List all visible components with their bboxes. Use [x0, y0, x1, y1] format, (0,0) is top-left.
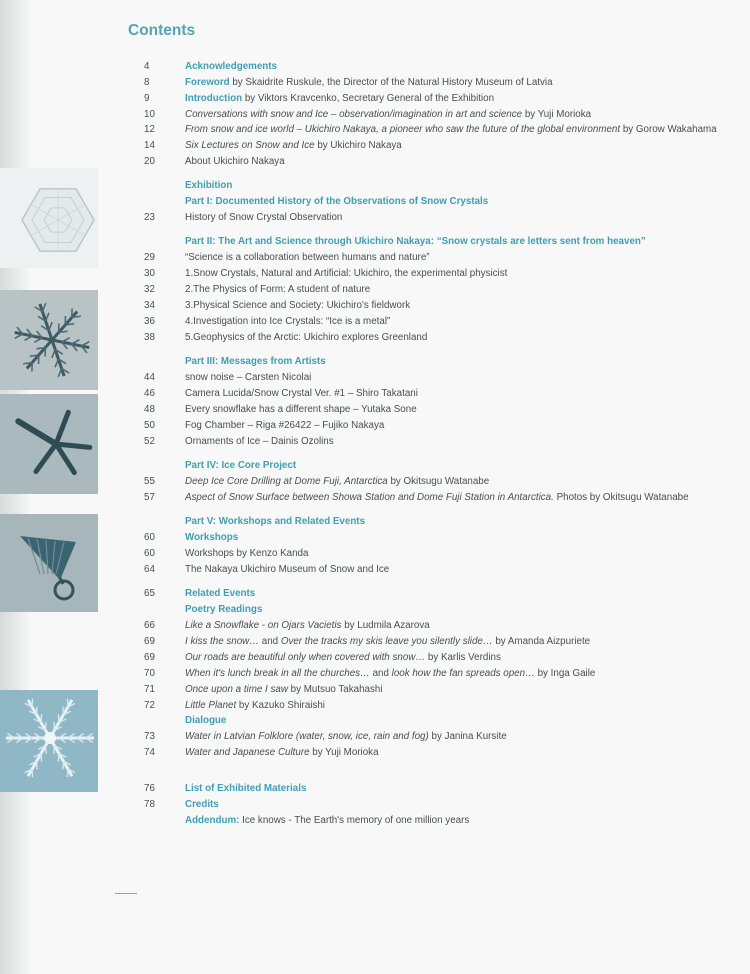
- toc-entry: [0, 530, 750, 545]
- entry-title: [185, 250, 744, 265]
- entry-text: The Nakaya Ukichiro Museum of Snow and Ice: [185, 564, 390, 575]
- entry-italic-text: Like a Snowflake - on Ojars Vacietis: [185, 620, 342, 631]
- entry-heading-text: Exhibition: [185, 180, 233, 191]
- entry-text: “Science is a collaboration between humans and nature”: [185, 252, 430, 263]
- entry-text: by Kazuko Shiraishi: [236, 700, 325, 711]
- toc-entry: [0, 122, 750, 137]
- page-number: 32: [144, 284, 155, 295]
- toc-entry: [0, 602, 750, 617]
- entry-italic-text: When it's lunch break in all the churches…: [185, 668, 370, 679]
- entry-text: 5.Geophysics of the Arctic: Ukichiro explores Greenland: [185, 332, 428, 343]
- entry-heading-text: Part IV: Ice Core Project: [185, 460, 297, 471]
- entry-text: Camera Lucida/Snow Crystal Ver. #1 – Shiro Takatani: [185, 388, 418, 399]
- page-number: 52: [144, 436, 155, 447]
- section-divider: [115, 893, 137, 894]
- entry-title: [185, 91, 744, 106]
- entry-title: [185, 562, 744, 577]
- entry-heading-text: Credits: [185, 799, 219, 810]
- page-number: 9: [144, 93, 150, 104]
- page-number: 70: [144, 668, 155, 679]
- toc-entry: [0, 75, 750, 90]
- entry-title: [185, 282, 744, 297]
- page-number: 60: [144, 548, 155, 559]
- entry-text: by Gorow Wakahama: [620, 124, 717, 135]
- entry-heading-text: Addendum:: [185, 815, 240, 826]
- entry-title: [185, 59, 744, 74]
- page-number: 69: [144, 652, 155, 663]
- dendrite-snow-crystal-image-graphic: [0, 290, 98, 390]
- entry-text: History of Snow Crystal Observation: [185, 212, 343, 223]
- entry-text: by Mutsuo Takahashi: [287, 684, 383, 695]
- entry-italic-text: Conversations with snow and Ice – observation/imagination in art and science: [185, 109, 523, 120]
- page-number: 20: [144, 156, 155, 167]
- entry-heading-text: Foreword: [185, 77, 230, 88]
- page-number: 66: [144, 620, 155, 631]
- entry-heading-text: Poetry Readings: [185, 604, 263, 615]
- entry-heading-text: Workshops: [185, 532, 239, 543]
- entry-italic-text: From snow and ice world – Ukichiro Nakaya, a pioneer who saw the future of the global environment: [185, 124, 621, 135]
- entry-italic-text: Little Planet: [185, 700, 237, 711]
- entry-text: Photos by Okitsugu Watanabe: [553, 492, 689, 503]
- ice-crystal-image: [0, 394, 98, 494]
- toc-entry: [0, 418, 750, 433]
- page-number: 74: [144, 747, 155, 758]
- page-number: 55: [144, 476, 155, 487]
- toc-entry: [0, 330, 750, 345]
- page-number: 71: [144, 684, 155, 695]
- toc-entry: [0, 729, 750, 744]
- toc-entry: [0, 514, 750, 529]
- toc-entry: [0, 666, 750, 681]
- toc-entry: [0, 59, 750, 74]
- toc-entry: [0, 154, 750, 169]
- toc-entry: [0, 474, 750, 489]
- ice-crystal-image-graphic: [0, 394, 98, 494]
- entry-heading-text: Part III: Messages from Artists: [185, 356, 326, 367]
- page-number: 4: [144, 61, 150, 72]
- entry-italic-text: Six Lectures on Snow and Ice: [185, 140, 315, 151]
- toc-entry: [0, 138, 750, 153]
- entry-title: [185, 418, 744, 433]
- entry-title: [185, 713, 744, 728]
- entry-title: [185, 514, 744, 529]
- entry-text: Every snowflake has a different shape – Yutaka Sone: [185, 404, 417, 415]
- entry-title: [185, 530, 744, 545]
- entry-text: by Viktors Kravcenko, Secretary General of the Exhibition: [242, 93, 495, 104]
- entry-heading-text: Part II: The Art and Science through Ukichiro Nakaya: “Snow crystals are letters sent from heaven”: [185, 236, 646, 247]
- entry-text: and: [369, 668, 392, 679]
- entry-title: [185, 698, 744, 713]
- toc-entry: [0, 713, 750, 728]
- entry-title: [185, 107, 744, 122]
- page-number: 50: [144, 420, 155, 431]
- entry-text: by Janina Kursite: [428, 731, 507, 742]
- entry-text: 1.Snow Crystals, Natural and Artificial: Ukichiro, the experimental physicist: [185, 268, 508, 279]
- toc-entry: [0, 402, 750, 417]
- toc-entry: [0, 781, 750, 796]
- page-number: 65: [144, 588, 155, 599]
- entry-title: [185, 75, 744, 90]
- entry-title: [185, 797, 744, 812]
- entry-heading-text: Dialogue: [185, 715, 227, 726]
- toc-entry: [0, 618, 750, 633]
- entry-title: [185, 298, 744, 313]
- toc-entry: [0, 354, 750, 369]
- toc-entry: [0, 298, 750, 313]
- entry-title: [185, 386, 744, 401]
- ice-core-image-graphic: [0, 514, 98, 612]
- entry-title: [185, 650, 744, 665]
- toc-entry: [0, 386, 750, 401]
- toc-entry: [0, 562, 750, 577]
- toc-entry: [0, 91, 750, 106]
- entry-title: [185, 138, 744, 153]
- entry-text: by Yuji Morioka: [309, 747, 379, 758]
- toc-entry: [0, 434, 750, 449]
- entry-italic-text: Water and Japanese Culture: [185, 747, 310, 758]
- entry-title: [185, 458, 744, 473]
- hexagonal-snow-crystal-image: [0, 168, 98, 268]
- toc-entry: [0, 250, 750, 265]
- toc-entry: [0, 813, 750, 828]
- entry-title: [185, 434, 744, 449]
- page-number: 36: [144, 316, 155, 327]
- page-number: 38: [144, 332, 155, 343]
- toc-entry: [0, 490, 750, 505]
- entry-italic-text: Aspect of Snow Surface between Showa Station and Dome Fuji Station in Antarctica.: [185, 492, 554, 503]
- entry-italic-text: Water in Latvian Folklore (water, snow, ice, rain and fog): [185, 731, 429, 742]
- page-number: 72: [144, 700, 155, 711]
- entry-text: Ice knows - The Earth's memory of one million years: [239, 815, 470, 826]
- snowflake-photo-image-graphic: [0, 690, 98, 792]
- entry-title: [185, 194, 744, 209]
- entry-text: 4.Investigation into Ice Crystals: “Ice is a metal”: [185, 316, 391, 327]
- entry-text: by Yuji Morioka: [522, 109, 592, 120]
- page-number: 23: [144, 212, 155, 223]
- entry-heading-text: Introduction: [185, 93, 243, 104]
- toc-entry: [0, 698, 750, 713]
- hexagonal-snow-crystal-image-graphic: [0, 168, 98, 268]
- entry-italic-text: I kiss the snow…: [185, 636, 260, 647]
- entry-text: Fog Chamber – Riga #26422 – Fujiko Nakaya: [185, 420, 385, 431]
- toc-entry: [0, 546, 750, 561]
- entry-text: by Skaidrite Ruskule, the Director of the Natural History Museum of Latvia: [229, 77, 553, 88]
- page-number: 8: [144, 77, 150, 88]
- entry-italic-text: look how the fan spreads open…: [391, 668, 535, 679]
- entry-text: by Amanda Aizpuriete: [492, 636, 591, 647]
- entry-title: [185, 490, 744, 505]
- entry-title: [185, 370, 744, 385]
- entry-title: [185, 634, 744, 649]
- page-number: 10: [144, 109, 155, 120]
- page-number: 46: [144, 388, 155, 399]
- toc-entry: [0, 745, 750, 760]
- entry-text: Ornaments of Ice – Dainis Ozolins: [185, 436, 334, 447]
- toc-entry: [0, 282, 750, 297]
- entry-title: [185, 122, 744, 137]
- entry-text: 2.The Physics of Form: A student of nature: [185, 284, 371, 295]
- entry-title: [185, 666, 744, 681]
- entry-text: by Inga Gaile: [534, 668, 596, 679]
- toc-entry: [0, 370, 750, 385]
- toc-entry: [0, 458, 750, 473]
- toc-entry: [0, 314, 750, 329]
- entry-heading-text: Acknowledgements: [185, 61, 278, 72]
- toc-entry: [0, 797, 750, 812]
- page-number: 44: [144, 372, 155, 383]
- page-title: Contents: [128, 22, 196, 39]
- page-number: 14: [144, 140, 155, 151]
- entry-text: by Ludmila Azarova: [341, 620, 430, 631]
- page-number: 48: [144, 404, 155, 415]
- entry-title: [185, 330, 744, 345]
- entry-text: by Ukichiro Nakaya: [314, 140, 402, 151]
- toc-entry: [0, 266, 750, 281]
- toc-entry: [0, 650, 750, 665]
- page-number: 60: [144, 532, 155, 543]
- entry-title: [185, 266, 744, 281]
- page-number: 78: [144, 799, 155, 810]
- entry-text: Workshops by Kenzo Kanda: [185, 548, 309, 559]
- entry-text: About Ukichiro Nakaya: [185, 156, 285, 167]
- entry-text: 3.Physical Science and Society: Ukichiro's fieldwork: [185, 300, 411, 311]
- entry-title: [185, 813, 744, 828]
- toc-entry: [0, 634, 750, 649]
- entry-italic-text: Our roads are beautiful only when covered with snow…: [185, 652, 426, 663]
- entry-italic-text: Over the tracks my skis leave you silently slide…: [280, 636, 493, 647]
- entry-title: [185, 618, 744, 633]
- entry-title: [185, 402, 744, 417]
- entry-heading-text: Part V: Workshops and Related Events: [185, 516, 366, 527]
- entry-title: [185, 154, 744, 169]
- page-number: 69: [144, 636, 155, 647]
- entry-title: [185, 210, 744, 225]
- page-number: 73: [144, 731, 155, 742]
- toc-entry: [0, 178, 750, 193]
- snowflake-photo-image: [0, 690, 98, 792]
- toc-entry: [0, 682, 750, 697]
- entry-title: [185, 781, 744, 796]
- entry-italic-text: Deep Ice Core Drilling at Dome Fuji, Antarctica: [185, 476, 388, 487]
- dendrite-snow-crystal-image: [0, 290, 98, 390]
- toc-entry: [0, 107, 750, 122]
- entry-text: and: [259, 636, 281, 647]
- page-number: 29: [144, 252, 155, 263]
- page-number: 30: [144, 268, 155, 279]
- toc-entry: [0, 194, 750, 209]
- entry-italic-text: Once upon a time I saw: [185, 684, 288, 695]
- entry-heading-text: List of Exhibited Materials: [185, 783, 307, 794]
- page-number: 57: [144, 492, 155, 503]
- entry-text: by Okitsugu Watanabe: [387, 476, 490, 487]
- entry-title: [185, 586, 744, 601]
- entry-title: [185, 354, 744, 369]
- page-number: 64: [144, 564, 155, 575]
- entry-title: [185, 682, 744, 697]
- toc-entry: [0, 210, 750, 225]
- entry-title: [185, 234, 744, 249]
- entry-title: [185, 178, 744, 193]
- page-number: 76: [144, 783, 155, 794]
- toc-entry: [0, 234, 750, 249]
- entry-title: [185, 474, 744, 489]
- entry-text: snow noise – Carsten Nicolai: [185, 372, 312, 383]
- entry-heading-text: Part I: Documented History of the Observations of Snow Crystals: [185, 196, 489, 207]
- entry-title: [185, 729, 744, 744]
- entry-title: [185, 745, 744, 760]
- page-number: 34: [144, 300, 155, 311]
- entry-title: [185, 546, 744, 561]
- entry-title: [185, 602, 744, 617]
- ice-core-image: [0, 514, 98, 612]
- page-number: 12: [144, 124, 155, 135]
- toc-entry: [0, 586, 750, 601]
- entry-title: [185, 314, 744, 329]
- entry-heading-text: Related Events: [185, 588, 256, 599]
- entry-text: by Karlis Verdins: [425, 652, 501, 663]
